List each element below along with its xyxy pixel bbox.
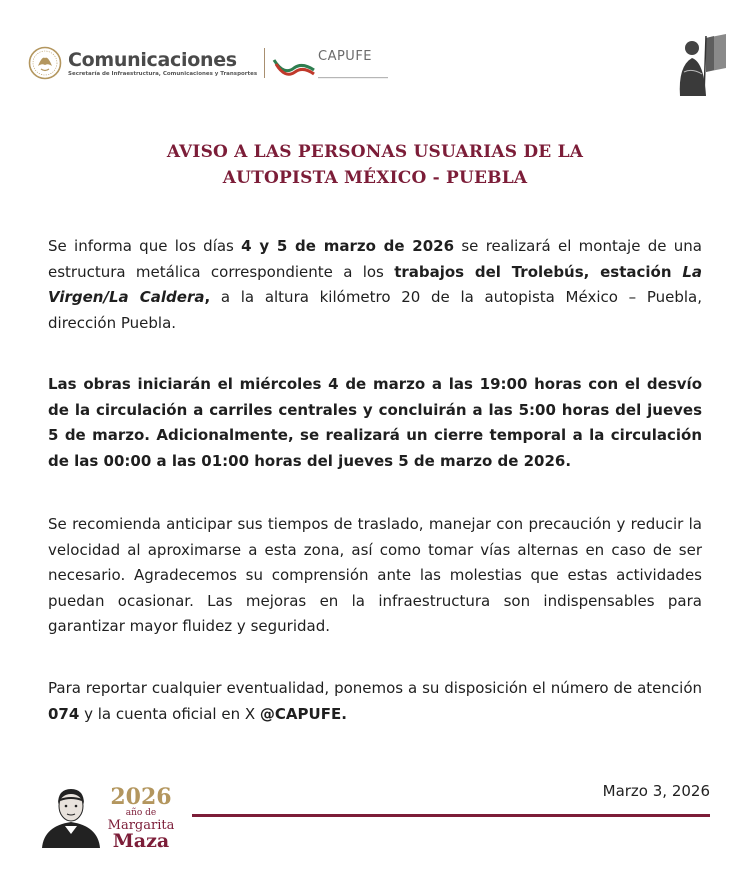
notice-title-line2: AUTOPISTA MÉXICO - PUEBLA [222,168,528,188]
year-number: 2026 [110,784,172,810]
sict-logo [28,46,257,80]
p1-works: trabajos del Trolebús, estación [394,262,683,281]
notice-title [0,139,750,191]
year-sub: año de [125,808,157,818]
year-of-margarita-maza [106,786,176,851]
p1-text2: se realizará el montaje de una estructura metálica correspondiente a los [48,237,702,281]
p4-text2: y la cuenta oficial en X [79,704,260,723]
paragraph-schedule: Las obras iniciarán el miércoles 4 de marzo a las 19:00 horas con el desvío de la circulación a carriles centrales y concluirán a las 5:00 horas del jueves 5 de marzo. Adicionalmente, se realizará un cierre temporal a la circulación de las 00:00 a las 01:00 horas del jueves 5 de marzo de 2026. [48,375,702,470]
p4-text1: Para reportar cualquier eventualidad, ponemos a su disposición el número de atención [48,679,702,697]
capufe-name: CAPUFE [318,49,373,64]
p1-dates: 4 y 5 de marzo de 2026 [241,237,455,255]
sict-name: Comunicaciones [68,48,237,71]
year-name-last: Maza [112,830,170,852]
p1-station: La Virgen/La Caldera [48,262,703,306]
notice-title-line1: AVISO A LAS PERSONAS USUARIAS DE LA [166,142,584,162]
margarita-maza-portrait-icon [38,786,104,848]
year-name-first: Margarita [107,818,175,833]
p1-text3: a la altura kilómetro 20 de la autopista México – Puebla, dirección Puebla. [48,288,702,332]
document-header [28,40,728,110]
footer-rule [192,814,710,817]
paragraph-announcement [48,234,702,336]
paragraph-contact [48,676,702,727]
flag-bearer-figure-icon [666,32,728,98]
capufe-wave-icon [272,54,316,80]
contact-account: @CAPUFE. [259,704,347,723]
logo-divider [264,48,265,78]
capufe-subtitle-line [318,76,388,79]
document-date: Marzo 3, 2026 [602,782,710,800]
eagle-seal-icon [28,46,62,80]
paragraph-recommendation: Se recomienda anticipar sus tiempos de traslado, manejar con precaución y reducir la velocidad al aproximarse a esta zona, así como tomar vías alternas en caso de ser necesario. Agradecemos su comprensión ante las molestias que estas actividades puedan ocasionar. Las mejoras en la infraestructura son indispensables para garantizar mayor fluidez y seguridad. [48,515,702,635]
p1-comma: , [204,288,211,306]
sict-subtitle: Secretaría de Infraestructura, Comunicaciones y Transportes [68,70,258,77]
contact-number: 074 [48,704,80,723]
capufe-logo [272,50,388,83]
p1-text1: Se informa que los días [48,237,242,255]
